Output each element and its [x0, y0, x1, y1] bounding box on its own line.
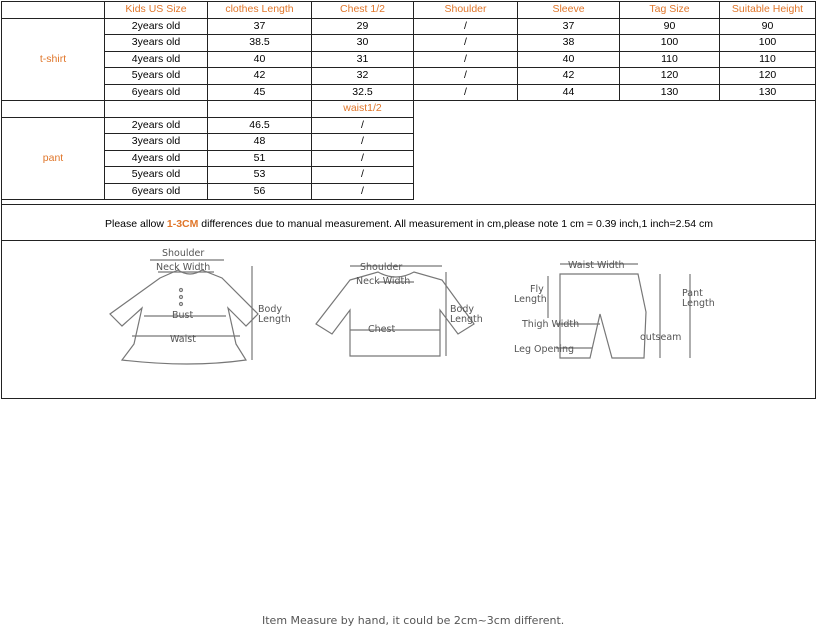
table-cell: 51 — [208, 150, 312, 167]
table-cell: / — [414, 68, 518, 85]
dress-bust-label: Bust — [172, 310, 194, 321]
table-row — [2, 134, 816, 151]
dress-waist-label: Waist — [170, 334, 196, 345]
pant-column-header: waist1/2 — [312, 101, 414, 118]
table-cell: 110 — [720, 51, 816, 68]
table-cell: 5years old — [105, 167, 208, 184]
column-header: Sleeve — [518, 2, 620, 19]
table-row — [2, 150, 816, 167]
empty-cell — [414, 117, 816, 134]
table-cell: / — [414, 84, 518, 101]
table-cell: 38 — [518, 35, 620, 52]
diagram-svg — [0, 242, 818, 398]
measurement-diagrams — [0, 242, 818, 627]
table-cell: 31 — [312, 51, 414, 68]
table-cell: / — [414, 35, 518, 52]
column-header: clothes Length — [208, 2, 312, 19]
column-header: Suitable Height — [720, 2, 816, 19]
pant-outseam-label: outseam — [640, 332, 682, 343]
table-cell: 32.5 — [312, 84, 414, 101]
empty-cell — [414, 167, 816, 184]
table-cell: / — [312, 167, 414, 184]
table-cell: 45 — [208, 84, 312, 101]
tshirt-group-label: t-shirt — [2, 18, 105, 101]
table-cell: 4years old — [105, 51, 208, 68]
pant-thigh-label: Thigh Width — [522, 319, 580, 330]
dress-neck-label: Neck Width — [156, 262, 211, 273]
table-cell: 3years old — [105, 134, 208, 151]
table-cell: 2years old — [105, 18, 208, 35]
blank-cell — [2, 101, 105, 118]
table-cell: 6years old — [105, 84, 208, 101]
measurement-note — [0, 218, 818, 230]
table-cell: 5years old — [105, 68, 208, 85]
empty-cell — [414, 150, 816, 167]
table-cell: 100 — [720, 35, 816, 52]
table-cell: / — [312, 134, 414, 151]
column-header: Shoulder — [414, 2, 518, 19]
table-cell: 29 — [312, 18, 414, 35]
dress-body-label: Body — [258, 304, 282, 315]
table-cell: / — [414, 51, 518, 68]
table-cell: 38.5 — [208, 35, 312, 52]
table-cell: 46.5 — [208, 117, 312, 134]
table-row — [2, 183, 816, 200]
table-cell: 32 — [312, 68, 414, 85]
table-row — [2, 35, 816, 52]
pant-waist-label: Waist Width — [568, 260, 625, 271]
tee-body-label: Body — [450, 304, 474, 315]
table-cell: 130 — [620, 84, 720, 101]
table-row — [2, 84, 816, 101]
table-cell: / — [312, 117, 414, 134]
pant-group-label: pant — [2, 117, 105, 200]
table-row — [2, 51, 816, 68]
empty-cell — [414, 134, 816, 151]
table-row — [2, 117, 816, 134]
table-cell: 6years old — [105, 183, 208, 200]
tee-length-label: Length — [450, 314, 483, 325]
table-cell: 100 — [620, 35, 720, 52]
table-cell: 4years old — [105, 150, 208, 167]
dress-shoulder-label: Shoulder — [162, 248, 205, 259]
note-divider — [1, 240, 816, 241]
table-cell: 30 — [312, 35, 414, 52]
table-cell: 2years old — [105, 117, 208, 134]
table-cell: 37 — [208, 18, 312, 35]
pant-fly-length-label: Length — [514, 294, 547, 305]
table-cell: 130 — [720, 84, 816, 101]
pant-pant-label: Pant — [682, 288, 703, 299]
table-cell: 120 — [720, 68, 816, 85]
table-row — [2, 68, 816, 85]
dress-length-label: Length — [258, 314, 291, 325]
column-header: Chest 1/2 — [312, 2, 414, 19]
blank-cell — [208, 101, 312, 118]
table-cell: 42 — [208, 68, 312, 85]
table-cell: / — [414, 18, 518, 35]
table-cell: / — [312, 150, 414, 167]
pant-fly-label: Fly — [530, 284, 544, 295]
table-cell: 44 — [518, 84, 620, 101]
empty-cell — [414, 183, 816, 200]
table-cell: 3years old — [105, 35, 208, 52]
table-cell: 53 — [208, 167, 312, 184]
table-bottom-divider — [1, 204, 816, 205]
table-cell: 90 — [620, 18, 720, 35]
note-suffix: differences due to manual measurement. All measurement in cm,please note 1 cm = 0.39 inch,1 inch=2.54 cm — [198, 218, 713, 230]
note-prefix: Please allow — [105, 218, 167, 230]
tee-chest-label: Chest — [368, 324, 396, 335]
header-row — [2, 2, 816, 19]
table-row — [2, 18, 816, 35]
table-cell: 40 — [518, 51, 620, 68]
column-header: Kids US Size — [105, 2, 208, 19]
blank-cell — [105, 101, 208, 118]
table-cell: 120 — [620, 68, 720, 85]
table-row — [2, 167, 816, 184]
blank-cell — [414, 101, 816, 118]
table-cell: 42 — [518, 68, 620, 85]
pant-leg-label: Leg Opening — [514, 344, 575, 355]
table-cell: 37 — [518, 18, 620, 35]
diagram-caption: Item Measure by hand, it could be 2cm~3cm different. — [262, 614, 565, 627]
table-cell: 40 — [208, 51, 312, 68]
tee-shoulder-label: Shoulder — [360, 262, 403, 273]
pant-length-label: Length — [682, 298, 715, 309]
table-cell: 110 — [620, 51, 720, 68]
table-cell: 56 — [208, 183, 312, 200]
table-cell: 90 — [720, 18, 816, 35]
pant-header-row — [2, 101, 816, 118]
table-cell: / — [312, 183, 414, 200]
tee-neck-label: Neck Width — [356, 276, 411, 287]
size-table — [1, 1, 816, 200]
corner-cell — [2, 2, 105, 19]
note-highlight: 1-3CM — [166, 218, 199, 230]
table-cell: 48 — [208, 134, 312, 151]
column-header: Tag Size — [620, 2, 720, 19]
